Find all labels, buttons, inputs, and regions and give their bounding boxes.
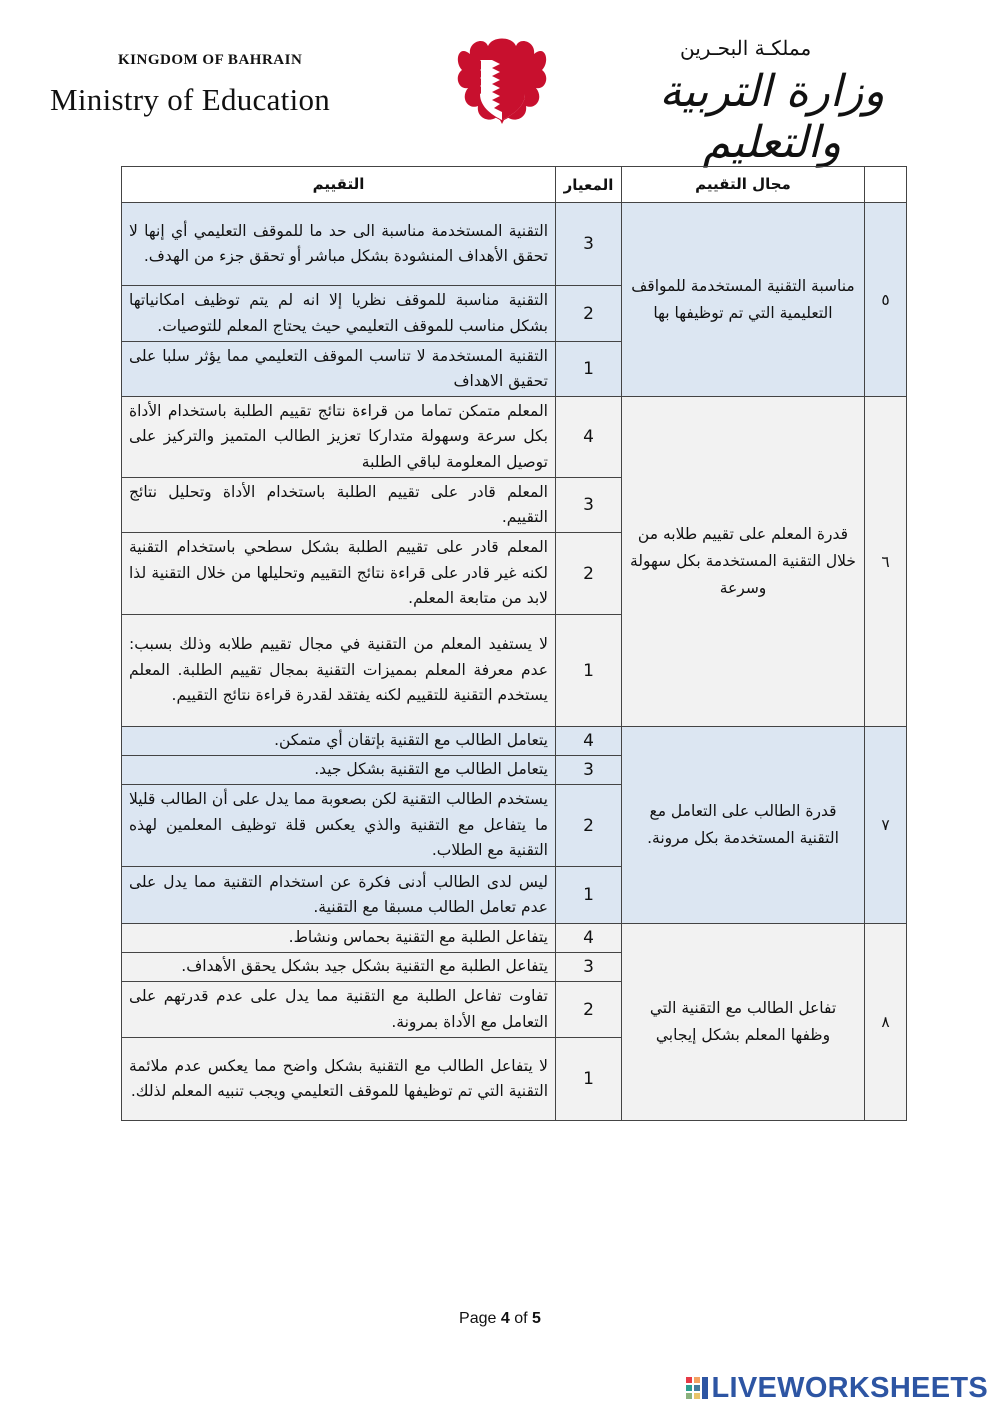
evaluation-cell: يستخدم الطالب التقنية لكن بصعوبة مما يدل على أن الطالب قليلا ما يتفاعل مع التقنية والذي يعكس قلة توظيف المعلمين لهذه التقنية مع الطلاب. — [122, 785, 556, 867]
evaluation-cell: لا يتفاعل الطالب مع التقنية بشكل واضح مما يعكس عدم ملائمة التقنية التي تم توظيفها للموقف التعليمي ويجب تنبيه المعلم لذلك. — [122, 1038, 556, 1121]
bahrain-emblem-icon — [450, 32, 555, 132]
evaluation-cell: المعلم قادر على تقييم الطلبة باستخدام الأداة وتحليل نتائج التقييم. — [122, 478, 556, 533]
kingdom-ar: مملكـة البحـرين — [680, 36, 812, 60]
domain-cell: قدرة الطالب على التعامل مع التقنية المستخدمة بكل مرونة. — [622, 727, 865, 924]
score-cell: 2 — [556, 286, 622, 342]
evaluation-cell: التقنية المستخدمة مناسبة الى حد ما للموقف التعليمي أي إنها لا تحقق الأهداف المنشودة بشكل مباشر أو تحقق جزء من الهدف. — [122, 203, 556, 286]
evaluation-table — [121, 166, 907, 1121]
score-cell: 2 — [556, 785, 622, 867]
page-total: 5 — [532, 1310, 541, 1327]
evaluation-cell: يتفاعل الطلبة مع التقنية بحماس ونشاط. — [122, 924, 556, 953]
table-header-row — [122, 167, 907, 203]
evaluation-cell: يتعامل الطالب مع التقنية بإتقان أي متمكن. — [122, 727, 556, 756]
score-cell: 2 — [556, 982, 622, 1038]
ministry-en: Ministry of Education — [50, 82, 331, 117]
liveworksheets-logo-icon — [686, 1377, 708, 1401]
evaluation-cell: يتعامل الطالب مع التقنية بشكل جيد. — [122, 756, 556, 785]
page-word: Page — [459, 1310, 497, 1327]
row-number: ٨ — [865, 924, 907, 1121]
table-row — [122, 924, 907, 953]
header-domain: مجال التقييم — [622, 167, 865, 203]
of-word: of — [514, 1310, 528, 1327]
row-number: ٦ — [865, 397, 907, 727]
kingdom-en: KINGDOM OF BAHRAIN — [118, 52, 303, 68]
score-cell: 1 — [556, 342, 622, 397]
evaluation-cell: المعلم قادر على تقييم الطلبة بشكل سطحي باستخدام التقنية لكنه غير قادر على قراءة نتائج التقييم وتحليلها من خلال التقنية لذا لابد من متابعة المعلم. — [122, 533, 556, 615]
score-cell: 1 — [556, 867, 622, 924]
page-header — [0, 0, 1000, 168]
header-evaluation: التقييم — [122, 167, 556, 203]
page-number: 4 — [500, 1310, 510, 1327]
table-row — [122, 203, 907, 286]
liveworksheets-watermark — [686, 1372, 989, 1405]
score-cell: 3 — [556, 203, 622, 286]
score-cell: 4 — [556, 397, 622, 478]
score-cell: 4 — [556, 727, 622, 756]
score-cell: 4 — [556, 924, 622, 953]
score-cell: 2 — [556, 533, 622, 615]
score-cell: 1 — [556, 1038, 622, 1121]
evaluation-cell: لا يستفيد المعلم من التقنية في مجال تقييم طلابه وذلك بسبب: عدم معرفة المعلم بمميزات التقنية بمجال تقييم الطلبة. المعلم يستخدم التقنية للتقييم لكنه يفتقد لقدرة قراءة نتائج التقييم. — [122, 615, 556, 727]
score-cell: 3 — [556, 756, 622, 785]
ministry-ar: وزارة التربية والتعليم — [659, 66, 885, 168]
score-cell: 3 — [556, 953, 622, 982]
row-number: ٧ — [865, 727, 907, 924]
domain-cell: مناسبة التقنية المستخدمة للمواقف التعليمية التي تم توظيفها بها — [622, 203, 865, 397]
evaluation-cell: تفاوت تفاعل الطلبة مع التقنية مما يدل على عدم قدرتهم على التعامل مع الأداة بمرونة. — [122, 982, 556, 1038]
row-number: ٥ — [865, 203, 907, 397]
table-row — [122, 727, 907, 756]
evaluation-cell: التقنية المستخدمة لا تناسب الموقف التعليمي مما يؤثر سلبا على تحقيق الاهداف — [122, 342, 556, 397]
domain-cell: تفاعل الطالب مع التقنية التي وظفها المعلم بشكل إيجابي — [622, 924, 865, 1121]
evaluation-cell: يتفاعل الطلبة مع التقنية بشكل جيد بشكل يحقق الأهداف. — [122, 953, 556, 982]
evaluation-cell: المعلم متمكن تماما من قراءة نتائج تقييم الطلبة باستخدام الأداة بكل سرعة وسهولة متداركا تعزيز الطالب المتميز والتركيز على توصيل المعلومة لباقي الطلبة — [122, 397, 556, 478]
score-cell: 1 — [556, 615, 622, 727]
score-cell: 3 — [556, 478, 622, 533]
evaluation-cell: ليس لدى الطالب أدنى فكرة عن استخدام التقنية مما يدل على عدم تعامل الطالب مسبقا مع التقنية. — [122, 867, 556, 924]
header-num — [865, 167, 907, 203]
table-row — [122, 397, 907, 478]
header-score: المعيار — [556, 167, 622, 203]
liveworksheets-text: LIVEWORKSHEETS — [711, 1372, 988, 1404]
page-footer — [0, 1310, 1000, 1328]
domain-cell: قدرة المعلم على تقييم طلابه من خلال التقنية المستخدمة بكل سهولة وسرعة — [622, 397, 865, 727]
evaluation-cell: التقنية مناسبة للموقف نظريا إلا انه لم يتم توظيف امكانياتها بشكل مناسب للموقف التعليمي حيث يحتاج المعلم للتوصيات. — [122, 286, 556, 342]
